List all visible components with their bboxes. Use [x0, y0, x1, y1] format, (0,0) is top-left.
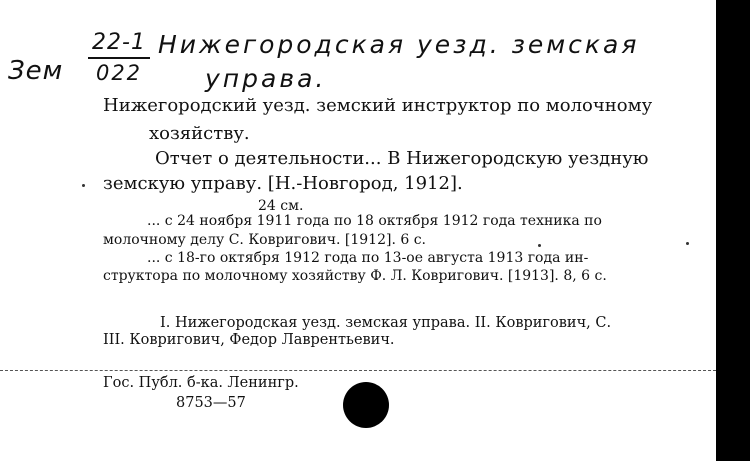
note1-line1: ... с 24 ноября 1911 года по 18 октября 1912 года техника по [147, 213, 602, 229]
note2-line1: ... с 18-го октября 1912 года по 13-ое августа 1913 года ин- [147, 250, 589, 266]
author-line2: хозяйству. [149, 123, 250, 144]
tracings-line1: I. Нижегородская уезд. земская управа. II. Ковригович, С. [160, 315, 612, 331]
fraction-bar [88, 57, 150, 59]
punch-hole [343, 382, 389, 428]
shelfmark-numerator: 22-1 [92, 30, 146, 55]
scan-edge [716, 0, 750, 461]
shelfmark-denominator: 022 [95, 61, 143, 85]
author-line1: Нижегородский уезд. земский инструктор по молочному [103, 95, 653, 116]
library-name: Гос. Публ. б-ка. Ленингр. [103, 375, 299, 391]
dimensions: 24 см. [258, 198, 304, 214]
accession-number: 8753—57 [176, 395, 246, 411]
title-line1: Отчет о деятельности... В Нижегородскую уездную [155, 148, 649, 169]
handwritten-heading-line1: Нижегородская уезд. земская [158, 30, 640, 59]
divider-line [0, 370, 716, 371]
note1-line2: молочному делу С. Ковригович. [1912]. 6 с. [103, 232, 427, 248]
tracings-line2: III. Ковригович, Федор Лаврентьевич. [103, 332, 395, 348]
ink-speck [82, 184, 85, 187]
ink-speck [538, 244, 541, 247]
shelfmark-fraction [84, 30, 154, 85]
title-line2: земскую управу. [Н.-Новгород, 1912]. [103, 173, 463, 194]
note2-line2: структора по молочному хозяйству Ф. Л. Ковригович. [1913]. 8, 6 с. [103, 268, 607, 284]
handwritten-heading-line2: управа. [205, 64, 327, 93]
ink-speck [686, 242, 689, 245]
shelfmark-prefix: Зем [8, 56, 64, 86]
